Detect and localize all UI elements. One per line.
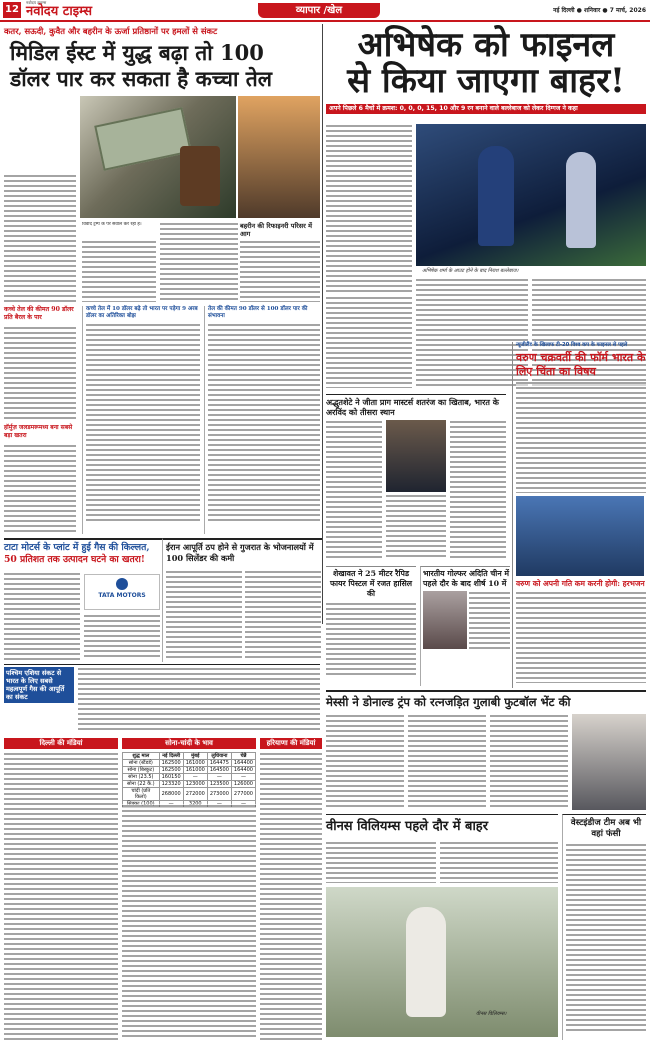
messi-story [326,690,646,812]
bullion-price: 273000 [207,788,231,801]
varun-photo [516,496,644,576]
messi-col1 [326,714,404,810]
messi-col2 [408,714,486,810]
tata-col1 [4,572,80,660]
divider-vertical-main [322,24,323,624]
abhishek-subhead: अपने पिछले 6 मैचों में क्रमश: 0, 0, 0, 15, 10 और 9 रन बनाने वाले बल्लेबाज को लेकर दिग्गज ने कहा [326,104,646,114]
bullion-header: मुंबई [183,753,207,760]
bullion-price: 162500 [159,767,183,774]
tata-col2 [84,614,160,660]
varun-kicker-text: न्यूजीलैंड के खिलाफ टी-20 विश्व कप के फाइनल से पहले [516,342,628,348]
dollar-note-icon [94,107,192,171]
haryana-markets-body [260,752,322,1040]
bullion-row [123,788,256,801]
lead-headline-1: मिडिल ईस्ट में युद्ध बढ़ा तो 100 [10,40,264,65]
lead-col6 [4,444,76,534]
bullion-item: चांदी (प्रति किलो) [123,788,160,801]
abhishek-headline-1: अभिषेक को फाइनल [357,25,615,65]
lead-kicker: कतर, सऊदी, कुवैत और बहरीन के ऊर्जा प्रतिष्ठानों पर हमलों से संकट [4,26,218,36]
venus-col1 [326,841,436,883]
chess-col2 [386,494,446,560]
bullion-price: 160150 [159,774,183,781]
lead-photo-dollar [80,96,236,218]
bullion-price: — [183,774,207,781]
bullion-row [123,774,256,781]
tata-headline-1: टाटा मोटर्स के प्लांट में हुई गैस की किल्लत, [4,542,150,553]
lead-box1-body [86,323,200,523]
lead-photo-refinery [238,96,320,218]
bullion-header-row [123,753,256,760]
shooting-body [326,602,416,678]
golf-headline: भारतीय गोल्फर अदिति चीन में पहले दौर के बाद शीर्ष 10 में [423,569,510,588]
varun-body1 [516,381,646,493]
tata-logo-icon [116,578,128,590]
golf-story [420,566,510,686]
bullion-price: — [207,774,231,781]
bullion-row [123,760,256,767]
section-tab: व्यापार /खेल [258,3,380,18]
fielder-figure-icon [566,152,596,248]
chess-headline: अद्भुतशेटे ने जीता प्राग मास्टर्स शतरंज का खिताब, भारत के अरविंद को तीसरा स्थान [326,397,499,417]
gas-story [4,664,320,736]
golf-body [469,591,510,651]
venus-headline: वीनस विलियम्स पहले दौर में बाहर [326,819,489,834]
haryana-markets-title: हरियाणा की मंडियां [260,738,322,749]
abhishek-col1b [326,296,412,388]
varun-headline: वरुण चक्रवर्ती की फॉर्म भारत के लिए चिंता का विषय [516,351,646,378]
paper-name: नवोदय टाइम्स [26,4,93,19]
westindies-body [566,843,646,1031]
bullion-grid [122,752,256,808]
chess-rule [326,394,506,395]
westindies-story [562,814,646,1040]
varun-column [512,342,646,688]
abhishek-caption: अभिषेक शर्मा के आउट होने के बाद निराश बल्लेबाज। [422,268,519,274]
bullion-price: 268000 [159,788,183,801]
bullion-header: नई दिल्ली [159,753,183,760]
iran-col1 [166,570,242,660]
bullion-item: सोना (22 कै.) [123,781,160,788]
bullion-price: 272000 [183,788,207,801]
abhishek-headline-2 [326,62,646,100]
messi-col3 [490,714,568,810]
bullion-header: लुधियाना [207,753,231,760]
lead-story [4,26,320,586]
bullion-price: 123500 [207,781,231,788]
varun-body2 [516,591,646,683]
lead-col5 [4,326,76,421]
delhi-markets-body [4,752,118,1040]
bullion-header: शुद्ध माल [123,753,160,760]
chess-col1 [326,420,382,560]
bullion-price: 164400 [231,767,255,774]
bullion-price: 164475 [207,760,231,767]
lead-box2-title: तेल की कीमत 90 डॉलर से 100 डॉलर पार की संभावना [208,306,308,319]
lead-col2 [82,240,156,302]
bullion-table [122,752,256,808]
chess-photo [386,420,446,492]
bullion-price: 164500 [207,767,231,774]
lead-sub3: कच्चे तेल की कीमत 90 डॉलर प्रति बैरल के पार [4,306,74,321]
bullion-title: सोना-चांदी के भाव [122,738,256,749]
tata-headline-2: 50 प्रतिशत तक उत्पादन घटने का खतरा! [4,554,145,565]
varun-sub: वरुण को अपनी गति कम करनी होगी: हरभजन [516,579,645,588]
dateline: नई दिल्ली ● शनिवार ● 7 मार्च, 2026 [553,7,646,14]
golf-photo [423,591,467,649]
lead-subbox2 [204,306,320,534]
bullion-price: 277000 [231,788,255,801]
lead-sub4: हॉर्मुज़ जलडमरूमध्य बना सबसे बड़ा खतरा [4,424,73,439]
lead-col4 [240,240,320,302]
westindies-headline: वेस्टइंडीज टीम अब भी वहां फंसी [570,818,642,839]
bullion-price: 123000 [183,781,207,788]
tata-logo-text: TATA MOTORS [98,592,146,599]
lead-photo-caption: विवाद ट्रम्प के पर सवाल कर रहा है। [82,222,142,227]
messi-headline: मेस्सी ने डोनाल्ड ट्रंप को रत्नजड़ित गुलाबी फुटबॉल भेंट की [326,695,571,709]
shooting-headline: शेखावत ने 25 मीटर रैपिड फायर पिस्टल में रजत हासिल की [329,569,413,598]
iran-story [162,538,322,662]
bullion-row [123,767,256,774]
masthead [0,0,650,22]
abhishek-photo [416,124,646,266]
bullion-price: 161000 [183,767,207,774]
messi-photo [572,714,646,810]
chess-story [326,394,506,564]
bullion-price: 164400 [231,760,255,767]
chess-col3 [450,420,506,560]
oil-barrel-icon [180,146,220,206]
bullion-below [122,804,256,1040]
venus-col2 [440,841,558,883]
bullion-price: 126000 [231,781,255,788]
abhishek-headline-2-text: से किया जाएगा बाहर! [347,61,625,101]
lead-col1 [4,174,76,302]
bullion-row [123,781,256,788]
bullion-item: सोना (स्टैंडर्ड) [123,760,160,767]
abhishek-col1 [326,124,412,292]
venus-caption: वीनस विलियम्स। [476,1011,507,1017]
lead-box1-title: कच्चे तेल में 10 डॉलर बढ़े तो भारत पर पड़ेगा 9 अरब डॉलर का अतिरिक्त बोझ [86,306,198,319]
bullion-price: 123320 [159,781,183,788]
batsman-figure-icon [478,146,514,246]
iran-headline: ईरान आपूर्ति ठप होने से गुजरात के भोजनालयों में 100 सिलेंडर की कमी [166,542,314,563]
lead-col3 [160,222,238,302]
gas-body [78,667,320,733]
bullion-item: सोना (बिस्कुट) [123,767,160,774]
bullion-header: चेन्नै [231,753,255,760]
bullion-price: — [231,774,255,781]
lead-subbox1 [82,306,200,534]
paper-small: नवोदय टाइम्स [26,0,47,5]
shooting-story [326,566,416,686]
bullion-price: 161000 [183,760,207,767]
venus-story [326,814,558,1040]
gas-headline: पश्चिम एशिया संकट से भारत के लिए सबसे महत्वपूर्ण गैस की आपूर्ति का संकट [4,667,74,703]
iran-col2 [245,570,321,660]
page-number: 12 [3,2,21,18]
venus-photo [326,887,558,1037]
lead-box2-body [208,323,320,523]
bullion-price: 162500 [159,760,183,767]
tata-logo [84,574,160,610]
lead-headline-2: डॉलर पार कर सकता है कच्चा तेल [10,66,272,91]
lead-sub2: बहरीन की रिफाइनरी परिसर में आग [240,222,312,238]
bullion-item: सोना (23.5) [123,774,160,781]
delhi-markets-title: दिल्ली की मंडियां [4,738,118,749]
tennis-player-icon [406,907,446,1017]
